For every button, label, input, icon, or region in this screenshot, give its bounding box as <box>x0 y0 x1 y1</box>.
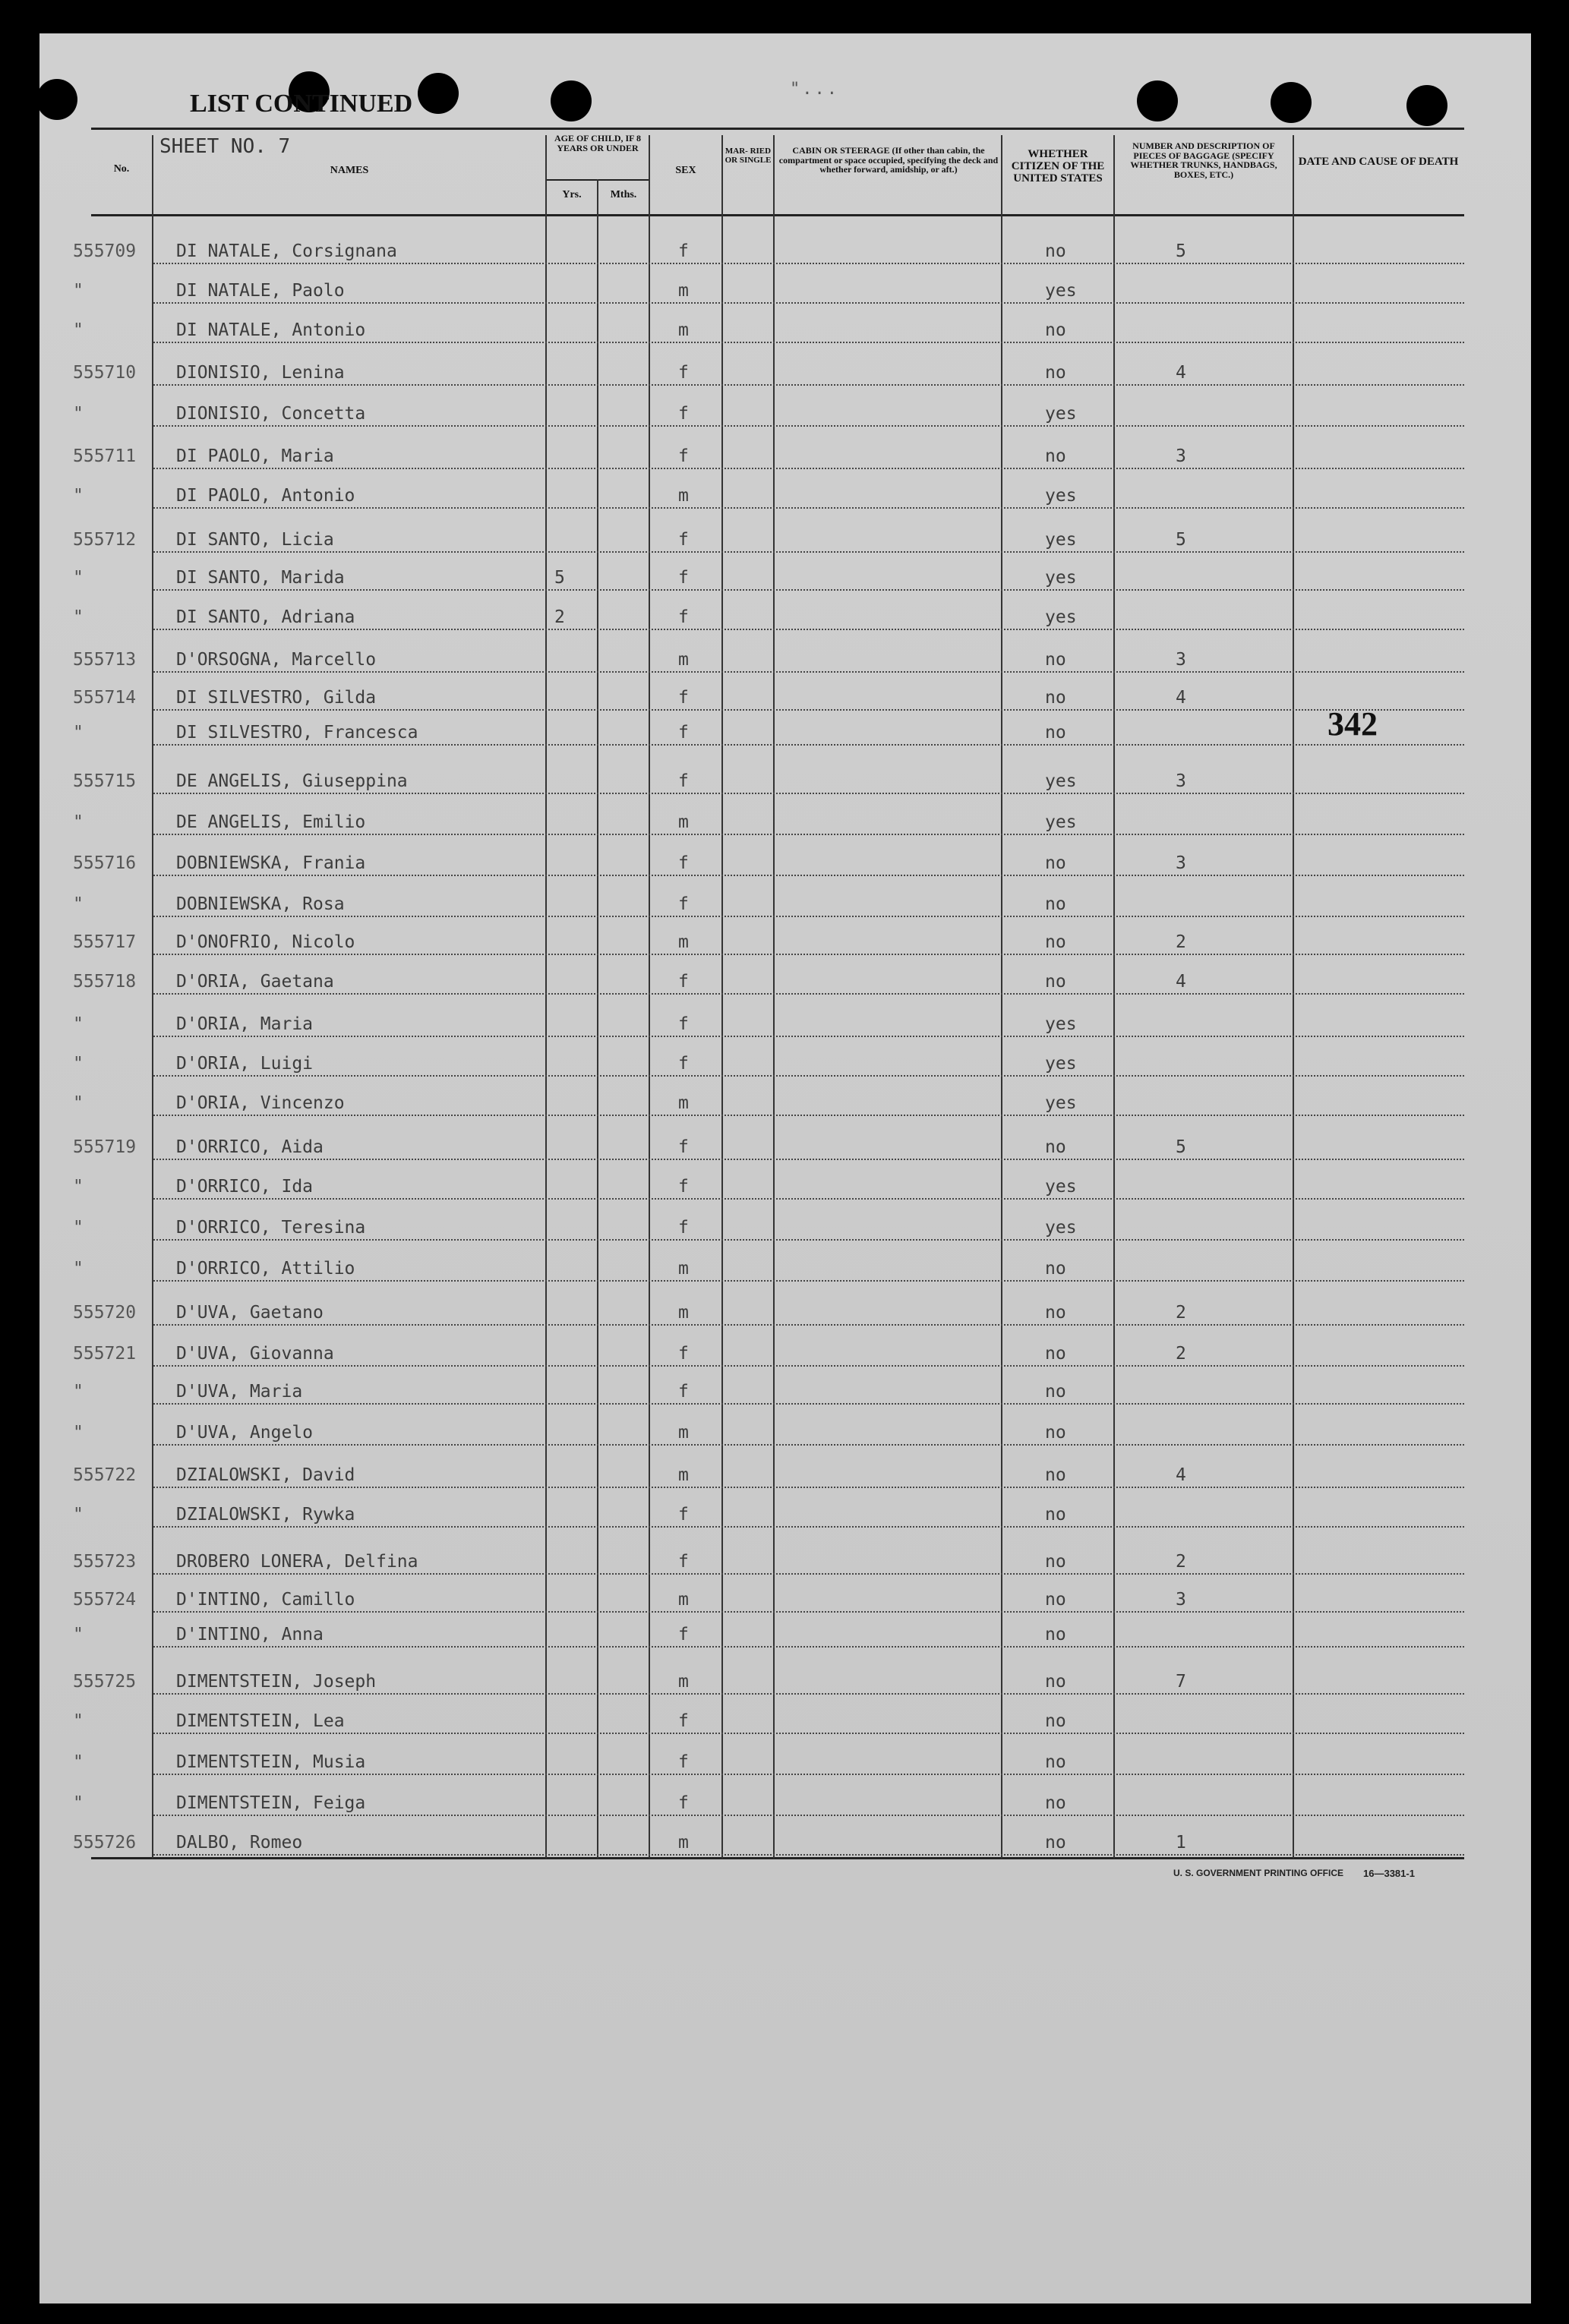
passenger-sex: f <box>678 241 689 261</box>
citizen-status: no <box>1045 1505 1066 1525</box>
citizen-status: yes <box>1045 568 1077 588</box>
header-yrs: Yrs. <box>562 189 582 200</box>
passenger-number: 555711 <box>73 446 137 466</box>
row-underline <box>153 1324 1464 1326</box>
table-row <box>0 1423 1569 1446</box>
passenger-number: 555709 <box>73 241 137 261</box>
passenger-name: DOBNIEWSKA, Rosa <box>176 894 345 914</box>
header-names: NAMES <box>330 165 369 176</box>
passenger-name: D'ORRICO, Teresina <box>176 1218 366 1238</box>
passenger-name: DI PAOLO, Maria <box>176 446 334 466</box>
passenger-name: DI NATALE, Corsignana <box>176 241 397 261</box>
passenger-number: " <box>73 568 84 588</box>
punch-hole-1 <box>36 79 77 120</box>
passenger-number: 555722 <box>73 1465 137 1485</box>
citizen-status: no <box>1045 894 1066 914</box>
table-row <box>0 1344 1569 1367</box>
row-underline <box>153 1611 1464 1613</box>
table-row <box>0 1303 1569 1326</box>
passenger-name: DI NATALE, Paolo <box>176 281 345 301</box>
row-underline <box>153 1198 1464 1200</box>
table-row <box>0 1014 1569 1037</box>
passenger-name: D'ORIA, Vincenzo <box>176 1093 345 1113</box>
header-bottom-rule <box>91 214 1464 216</box>
row-underline <box>153 629 1464 630</box>
passenger-name: D'UVA, Giovanna <box>176 1344 334 1364</box>
passenger-number: 555724 <box>73 1590 137 1610</box>
passenger-sex: m <box>678 1672 689 1692</box>
baggage-count: 5 <box>1176 241 1186 261</box>
passenger-number: 555716 <box>73 853 137 873</box>
passenger-name: D'ORIA, Luigi <box>176 1054 314 1074</box>
row-underline <box>153 1239 1464 1241</box>
passenger-name: D'ORIA, Maria <box>176 1014 314 1034</box>
passenger-sex: m <box>678 1590 689 1610</box>
table-row <box>0 771 1569 794</box>
header-no: No. <box>113 163 130 175</box>
header-citizen: WHETHER CITIZEN OF THE UNITED STATES <box>1011 148 1105 184</box>
passenger-sex: f <box>678 446 689 466</box>
row-underline <box>153 1733 1464 1734</box>
citizen-status: no <box>1045 1711 1066 1731</box>
passenger-number: 555714 <box>73 688 137 708</box>
table-row <box>0 972 1569 995</box>
citizen-status: no <box>1045 1590 1066 1610</box>
passenger-name: D'ORSOGNA, Marcello <box>176 650 377 670</box>
passenger-name: DROBERO LONERA, Delfina <box>176 1552 418 1572</box>
passenger-sex: f <box>678 853 689 873</box>
table-row <box>0 1465 1569 1488</box>
table-row <box>0 1177 1569 1200</box>
passenger-sex: f <box>678 530 689 550</box>
citizen-status: yes <box>1045 1177 1077 1197</box>
citizen-status: no <box>1045 853 1066 873</box>
citizen-status: no <box>1045 1344 1066 1364</box>
passenger-name: DIONISIO, Concetta <box>176 404 366 424</box>
baggage-count: 3 <box>1176 771 1186 791</box>
passenger-name: D'INTINO, Anna <box>176 1625 324 1644</box>
passenger-sex: f <box>678 972 689 992</box>
baggage-count: 2 <box>1176 1303 1186 1323</box>
sheet-number: SHEET NO. 7 <box>159 135 291 158</box>
punch-hole-6 <box>1271 82 1312 123</box>
smudge-text: "... <box>790 80 839 99</box>
printer-credit: U. S. GOVERNMENT PRINTING OFFICE <box>1173 1868 1344 1878</box>
passenger-sex: f <box>678 1711 689 1731</box>
passenger-sex: f <box>678 894 689 914</box>
row-underline <box>153 1280 1464 1282</box>
passenger-name: DE ANGELIS, Emilio <box>176 812 366 832</box>
passenger-name: DZIALOWSKI, David <box>176 1465 355 1485</box>
passenger-name: DI SILVESTRO, Gilda <box>176 688 377 708</box>
table-row <box>0 530 1569 553</box>
table-row <box>0 1137 1569 1160</box>
passenger-number: " <box>73 1259 84 1279</box>
passenger-number: 555717 <box>73 932 137 952</box>
passenger-sex: f <box>678 1137 689 1157</box>
passenger-number: " <box>73 1752 84 1772</box>
passenger-name: D'INTINO, Camillo <box>176 1590 355 1610</box>
passenger-name: DOBNIEWSKA, Frania <box>176 853 366 873</box>
citizen-status: yes <box>1045 404 1077 424</box>
passenger-number: 555723 <box>73 1552 137 1572</box>
passenger-sex: f <box>678 771 689 791</box>
header-baggage: NUMBER AND DESCRIPTION OF PIECES OF BAGGAGE (SPECIFY WHETHER TRUNKS, HANDBAGS, BOXES, ETC.) <box>1130 140 1277 180</box>
table-row <box>0 281 1569 304</box>
passenger-sex: m <box>678 486 689 506</box>
passenger-sex: m <box>678 281 689 301</box>
row-underline <box>153 1444 1464 1446</box>
citizen-status: no <box>1045 688 1066 708</box>
passenger-sex: f <box>678 1054 689 1074</box>
passenger-number: 555718 <box>73 972 137 992</box>
citizen-status: no <box>1045 1259 1066 1279</box>
passenger-number: " <box>73 486 84 506</box>
citizen-status: yes <box>1045 1014 1077 1034</box>
passenger-number: 555721 <box>73 1344 137 1364</box>
baggage-count: 2 <box>1176 1552 1186 1572</box>
header-top-rule <box>91 128 1464 130</box>
citizen-status: yes <box>1045 281 1077 301</box>
header-death: DATE AND CAUSE OF DEATH <box>1298 156 1459 168</box>
row-underline <box>153 1403 1464 1405</box>
baggage-count: 2 <box>1176 932 1186 952</box>
baggage-count: 3 <box>1176 446 1186 466</box>
table-row <box>0 446 1569 469</box>
table-bottom-rule <box>91 1857 1464 1859</box>
passenger-name: DI SILVESTRO, Francesca <box>176 723 418 743</box>
table-row <box>0 932 1569 955</box>
punch-hole-5 <box>1137 80 1178 121</box>
passenger-sex: m <box>678 1423 689 1443</box>
passenger-name: DZIALOWSKI, Rywka <box>176 1505 355 1525</box>
citizen-status: yes <box>1045 530 1077 550</box>
table-row <box>0 1552 1569 1575</box>
citizen-status: no <box>1045 723 1066 743</box>
row-underline <box>153 1159 1464 1160</box>
passenger-sex: m <box>678 1259 689 1279</box>
passenger-name: D'ORIA, Gaetana <box>176 972 334 992</box>
passenger-name: D'ORRICO, Aida <box>176 1137 324 1157</box>
table-row <box>0 1093 1569 1116</box>
citizen-status: no <box>1045 1833 1066 1853</box>
passenger-sex: f <box>678 723 689 743</box>
passenger-number: " <box>73 812 84 832</box>
passenger-sex: f <box>678 688 689 708</box>
page-stamp-number: 342 <box>1327 705 1378 743</box>
row-underline <box>153 342 1464 343</box>
passenger-sex: f <box>678 1218 689 1238</box>
citizen-status: no <box>1045 1552 1066 1572</box>
passenger-sex: f <box>678 404 689 424</box>
passenger-sex: f <box>678 1014 689 1034</box>
citizen-status: yes <box>1045 771 1077 791</box>
passenger-name: DIONISIO, Lenina <box>176 363 345 383</box>
passenger-number: 555712 <box>73 530 137 550</box>
table-row <box>0 1793 1569 1816</box>
row-underline <box>153 744 1464 746</box>
row-underline <box>153 425 1464 427</box>
row-underline <box>153 384 1464 386</box>
passenger-sex: f <box>678 1793 689 1813</box>
table-row <box>0 650 1569 673</box>
passenger-name: DIMENTSTEIN, Lea <box>176 1711 345 1731</box>
citizen-status: no <box>1045 1672 1066 1692</box>
table-row <box>0 320 1569 343</box>
citizen-status: no <box>1045 363 1066 383</box>
passenger-sex: f <box>678 1625 689 1644</box>
table-row <box>0 1752 1569 1775</box>
table-row <box>0 607 1569 630</box>
citizen-status: no <box>1045 1752 1066 1772</box>
row-underline <box>153 793 1464 794</box>
punch-hole-3 <box>418 73 459 114</box>
table-row <box>0 812 1569 835</box>
baggage-count: 4 <box>1176 688 1186 708</box>
row-underline <box>153 468 1464 469</box>
citizen-status: no <box>1045 446 1066 466</box>
passenger-number: " <box>73 1014 84 1034</box>
citizen-status: no <box>1045 650 1066 670</box>
passenger-name: D'ORRICO, Ida <box>176 1177 314 1197</box>
row-underline <box>153 993 1464 995</box>
citizen-status: yes <box>1045 812 1077 832</box>
citizen-status: no <box>1045 320 1066 340</box>
passenger-number: 555719 <box>73 1137 137 1157</box>
citizen-status: no <box>1045 241 1066 261</box>
passenger-number: " <box>73 723 84 743</box>
passenger-number: " <box>73 1093 84 1113</box>
citizen-status: yes <box>1045 607 1077 627</box>
citizen-status: no <box>1045 972 1066 992</box>
punch-hole-7 <box>1406 85 1447 126</box>
row-underline <box>153 1487 1464 1488</box>
passenger-name: DI SANTO, Adriana <box>176 607 355 627</box>
citizen-status: no <box>1045 1625 1066 1644</box>
baggage-count: 3 <box>1176 1590 1186 1610</box>
row-underline <box>153 551 1464 553</box>
passenger-sex: f <box>678 1505 689 1525</box>
row-underline <box>153 1036 1464 1037</box>
row-underline <box>153 1115 1464 1116</box>
passenger-sex: f <box>678 1382 689 1402</box>
baggage-count: 4 <box>1176 972 1186 992</box>
passenger-number: " <box>73 281 84 301</box>
row-underline <box>153 263 1464 264</box>
baggage-count: 4 <box>1176 363 1186 383</box>
table-row <box>0 1505 1569 1528</box>
passenger-sex: f <box>678 1344 689 1364</box>
header-mths: Mths. <box>610 189 637 200</box>
passenger-number: 555720 <box>73 1303 137 1323</box>
citizen-status: yes <box>1045 1093 1077 1113</box>
passenger-number: " <box>73 1505 84 1525</box>
citizen-status: no <box>1045 1793 1066 1813</box>
row-underline <box>153 1365 1464 1367</box>
row-underline <box>153 709 1464 711</box>
passenger-sex: f <box>678 1552 689 1572</box>
citizen-status: yes <box>1045 486 1077 506</box>
table-row <box>0 1833 1569 1856</box>
passenger-sex: f <box>678 1177 689 1197</box>
baggage-count: 1 <box>1176 1833 1186 1853</box>
row-underline <box>153 671 1464 673</box>
passenger-sex: m <box>678 320 689 340</box>
table-row <box>0 1218 1569 1241</box>
citizen-status: no <box>1045 932 1066 952</box>
row-underline <box>153 875 1464 876</box>
baggage-count: 5 <box>1176 530 1186 550</box>
row-underline <box>153 1854 1464 1856</box>
citizen-status: no <box>1045 1382 1066 1402</box>
table-row <box>0 1259 1569 1282</box>
passenger-number: " <box>73 1218 84 1238</box>
passenger-name: DI NATALE, Antonio <box>176 320 366 340</box>
passenger-name: DI PAOLO, Antonio <box>176 486 355 506</box>
table-row <box>0 1711 1569 1734</box>
passenger-number: 555725 <box>73 1672 137 1692</box>
passenger-number: " <box>73 1625 84 1644</box>
passenger-sex: f <box>678 1752 689 1772</box>
passenger-name: D'ONOFRIO, Nicolo <box>176 932 355 952</box>
baggage-count: 7 <box>1176 1672 1186 1692</box>
baggage-count: 3 <box>1176 853 1186 873</box>
row-underline <box>153 1526 1464 1528</box>
passenger-name: DALBO, Romeo <box>176 1833 303 1853</box>
table-row <box>0 404 1569 427</box>
passenger-number: " <box>73 1382 84 1402</box>
passenger-number: 555710 <box>73 363 137 383</box>
passenger-sex: m <box>678 1833 689 1853</box>
row-underline <box>153 589 1464 591</box>
passenger-name: DIMENTSTEIN, Feiga <box>176 1793 366 1813</box>
passenger-name: DE ANGELIS, Giuseppina <box>176 771 408 791</box>
table-row <box>0 853 1569 876</box>
passenger-number: " <box>73 1711 84 1731</box>
passenger-number: " <box>73 607 84 627</box>
passenger-number: " <box>73 1177 84 1197</box>
passenger-name: D'UVA, Gaetano <box>176 1303 324 1323</box>
citizen-status: yes <box>1045 1218 1077 1238</box>
passenger-number: " <box>73 320 84 340</box>
table-row <box>0 1625 1569 1648</box>
citizen-status: no <box>1045 1303 1066 1323</box>
table-row <box>0 486 1569 509</box>
baggage-count: 3 <box>1176 650 1186 670</box>
passenger-sex: m <box>678 812 689 832</box>
row-underline <box>153 1646 1464 1648</box>
row-underline <box>153 954 1464 955</box>
form-number: 16—3381-1 <box>1363 1868 1415 1879</box>
age-subheader-rule <box>547 179 650 181</box>
baggage-count: 5 <box>1176 1137 1186 1157</box>
header-age-of-child: AGE OF CHILD, IF 8 YEARS OR UNDER <box>554 133 642 153</box>
row-underline <box>153 302 1464 304</box>
row-underline <box>153 916 1464 917</box>
passenger-name: D'UVA, Maria <box>176 1382 303 1402</box>
passenger-sex: f <box>678 568 689 588</box>
baggage-count: 4 <box>1176 1465 1186 1485</box>
child-age-years: 5 <box>554 568 565 588</box>
passenger-number: 555715 <box>73 771 137 791</box>
passenger-sex: m <box>678 1465 689 1485</box>
list-title: LIST CONTINUED <box>190 90 413 118</box>
passenger-name: D'UVA, Angelo <box>176 1423 314 1443</box>
passenger-sex: m <box>678 932 689 952</box>
row-underline <box>153 834 1464 835</box>
table-row <box>0 568 1569 591</box>
row-underline <box>153 507 1464 509</box>
baggage-count: 2 <box>1176 1344 1186 1364</box>
header-married: MAR- RIED OR SINGLE <box>725 147 772 165</box>
passenger-sex: f <box>678 607 689 627</box>
passenger-sex: f <box>678 363 689 383</box>
row-underline <box>153 1573 1464 1575</box>
table-row <box>0 241 1569 264</box>
header-cabin: CABIN OR STEERAGE (If other than cabin, the compartment or space occupied, specifying the deck and whether forward, amidship, or aft.) <box>778 145 999 175</box>
row-underline <box>153 1075 1464 1077</box>
passenger-number: 555713 <box>73 650 137 670</box>
passenger-sex: m <box>678 650 689 670</box>
citizen-status: no <box>1045 1465 1066 1485</box>
table-row <box>0 1672 1569 1695</box>
row-underline <box>153 1774 1464 1775</box>
row-underline <box>153 1815 1464 1816</box>
table-row <box>0 1590 1569 1613</box>
citizen-status: no <box>1045 1423 1066 1443</box>
child-age-years: 2 <box>554 607 565 627</box>
passenger-number: " <box>73 404 84 424</box>
punch-hole-4 <box>551 80 592 121</box>
citizen-status: yes <box>1045 1054 1077 1074</box>
table-row <box>0 1382 1569 1405</box>
passenger-name: DI SANTO, Marida <box>176 568 345 588</box>
citizen-status: no <box>1045 1137 1066 1157</box>
passenger-name: DIMENTSTEIN, Musia <box>176 1752 366 1772</box>
passenger-sex: m <box>678 1093 689 1113</box>
passenger-number: 555726 <box>73 1833 137 1853</box>
passenger-number: " <box>73 1423 84 1443</box>
header-sex: SEX <box>675 165 696 176</box>
passenger-name: DIMENTSTEIN, Joseph <box>176 1672 377 1692</box>
table-row <box>0 363 1569 386</box>
row-underline <box>153 1693 1464 1695</box>
passenger-number: " <box>73 1054 84 1074</box>
passenger-number: " <box>73 894 84 914</box>
passenger-name: D'ORRICO, Attilio <box>176 1259 355 1279</box>
passenger-name: DI SANTO, Licia <box>176 530 334 550</box>
passenger-sex: m <box>678 1303 689 1323</box>
table-row <box>0 894 1569 917</box>
passenger-number: " <box>73 1793 84 1813</box>
table-row <box>0 1054 1569 1077</box>
